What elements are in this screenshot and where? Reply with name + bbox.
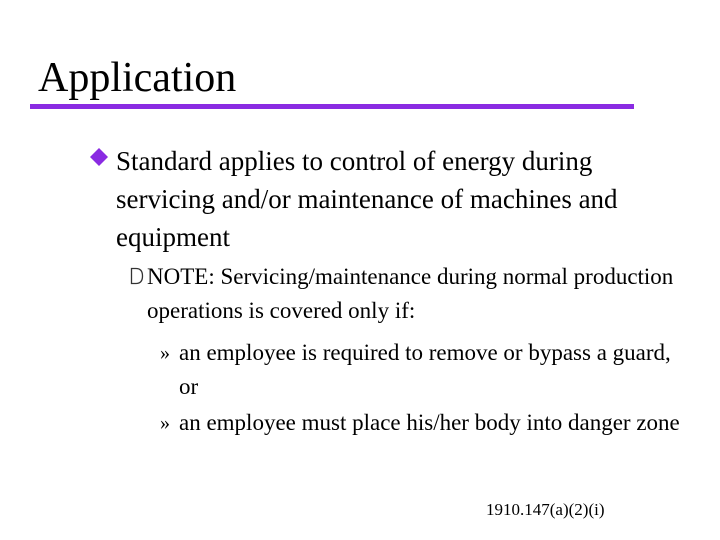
bullet-item-level3 xyxy=(160,406,690,440)
regulation-citation: 1910.147(a)(2)(i) xyxy=(486,500,605,519)
chevron-bullet-icon: » xyxy=(160,412,170,434)
chevron-bullet-icon: » xyxy=(160,342,170,364)
diamond-bullet-icon xyxy=(90,148,108,166)
title-underline xyxy=(30,104,634,109)
bullet-item-level1 xyxy=(90,142,690,256)
bullet-item-level2 xyxy=(130,260,690,328)
bullet-item-level3 xyxy=(160,336,690,404)
outline-d-bullet-icon xyxy=(130,267,144,285)
bullet-text-level3: an employee must place his/her body into danger zone xyxy=(179,410,680,435)
bullet-text-level2: NOTE: Servicing/maintenance during normal production operations is covered only if: xyxy=(147,264,674,323)
bullet-text-level3: an employee is required to remove or bypass a guard, or xyxy=(179,340,671,399)
slide-title: Application xyxy=(38,55,237,101)
bullet-text-level1: Standard applies to control of energy during servicing and/or maintenance of machines and equipment xyxy=(116,146,618,252)
